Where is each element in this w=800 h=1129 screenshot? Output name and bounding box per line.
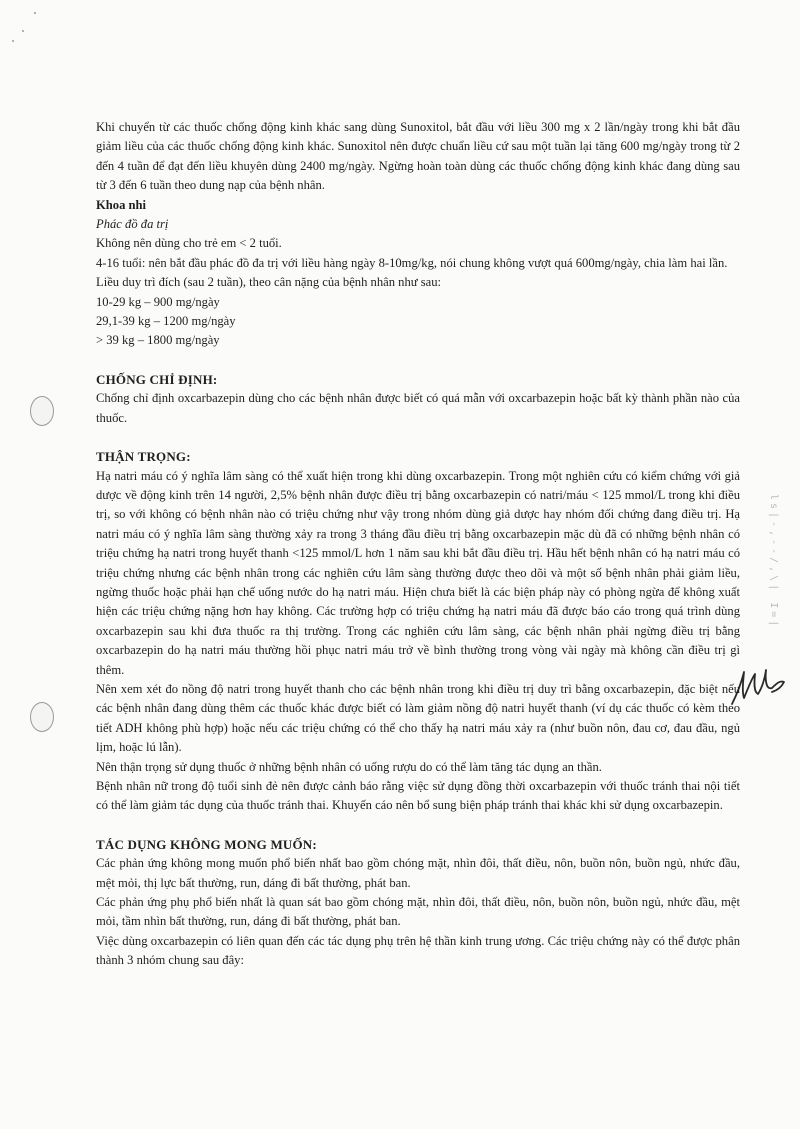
pediatrics-heading: Khoa nhi — [96, 197, 147, 212]
adverse-effects-paragraph: Các phản ứng không mong muốn phổ biến nhất bao gồm chóng mặt, nhìn đôi, thất điều, nôn, buồn nôn, buồn ngủ, nhức đầu, mệt mỏi, thị lực bất thường, run, dáng đi bất thường, phát ban. — [96, 856, 740, 890]
precautions-paragraph: Hạ natri máu có ý nghĩa lâm sàng có thể xuất hiện trong khi dùng oxcarbazepin. Trong một nghiên cứu có kiểm chứng với giả dược về động kinh trên 14 người, 2,5% bệnh nhân được điều trị bằng oxcarbazepin có natri/máu < 125 mmol/L trong khi điều trị, so với không có bệnh nhân nào có triệu chứng như vậy trong nhóm dùng giả dược hay nhóm đối chứng đang điều trị. Hạ natri máu có ý nghĩa lâm sàng thường xảy ra trong 3 tháng đầu điều trị bằng oxcarbazepin mặc dù đã có những bệnh nhân có triệu chứng hạ natri trong huyết thanh <125 mmol/L hơn 1 năm sau khi bắt đầu điều trị. Hầu hết bệnh nhân có hạ natri máu có triệu chứng nhưng các bệnh nhân trong các nghiên cứu lâm sàng thường được theo dõi và một số bệnh nhân phải giảm liều, ngừng thuốc hoặc phải hạn chế uống nước do hạ natri máu. Hiện chưa biết là các biện pháp này có phòng ngừa để không xuất hiện các triệu chứng nặng hơn hay không. Các trường hợp có triệu chứng hạ natri máu đã được báo cáo trong quá trình dùng oxcarbazepin sau khi đưa thuốc ra thị trường. Trong các nghiên cứu lâm sàng, các bệnh nhân phải ngừng điều trị bằng oxcarbazepin do hạ natri máu thường hồi phục natri máu trở về bình thường trong vòng vài ngày mà không cần điều trị gì thêm. — [96, 468, 740, 677]
pediatrics-subheading: Phác đồ đa trị — [96, 217, 169, 232]
dose-line: > 39 kg – 1800 mg/ngày — [96, 333, 220, 348]
dose-line: 10-29 kg – 900 mg/ngày — [96, 294, 220, 309]
contraindications-heading: CHỐNG CHỈ ĐỊNH: — [96, 371, 218, 387]
precautions-paragraph: Nên xem xét đo nồng độ natri trong huyết thanh cho các bệnh nhân trong khi điều trị duy trì bằng oxcarbazepin, đặc biệt nếu các bệnh nhân đang dùng thêm các thuốc khác được biết có làm giảm nồng độ natri huyết thanh (ví dụ các thuốc có kèm theo tiết ADH không phù hợp) hoặc nếu các triệu chứng có thể cho thấy hạ natri máu xảy ra (như buồn nôn, đau cơ, đau đầu, ngủ lịm, hoặc lú lẫn). — [96, 681, 740, 755]
pediatrics-line: Liều duy trì đích (sau 2 tuần), theo cân nặng của bệnh nhân như sau: — [96, 275, 442, 290]
document-body — [96, 118, 740, 971]
precautions-paragraph: Nên thận trọng sử dụng thuốc ở những bệnh nhân có uống rượu do có thể làm tăng tác dụng an thần. — [96, 759, 602, 774]
margin-stamp: ls|-,--/,\| I=| — [768, 494, 779, 630]
pediatrics-line: Không nên dùng cho trẻ em < 2 tuổi. — [96, 236, 282, 251]
pediatrics-line: 4-16 tuổi: nên bắt đầu phác đồ đa trị với liều hàng ngày 8-10mg/kg, nói chung không vượt quá 600mg/ngày, chia làm hai lần. — [96, 255, 728, 270]
scan-speck — [12, 40, 14, 42]
adverse-effects-paragraph: Các phản ứng phụ phổ biến nhất là quan sát bao gồm chóng mặt, nhìn đôi, thất điều, nôn, buồn nôn, buồn ngủ, nhức đầu, mệt mỏi, tầm nhìn bất thường, run, dáng đi bất thường, phát ban. — [96, 895, 740, 929]
adverse-effects-heading: TÁC DỤNG KHÔNG MONG MUỐN: — [96, 836, 317, 852]
scan-speck — [34, 12, 36, 14]
punch-hole-top — [30, 396, 54, 426]
contraindications-text: Chống chỉ định oxcarbazepin dùng cho các bệnh nhân được biết có quá mẫn với oxcarbazepin hoặc bất kỳ thành phần nào của thuốc. — [96, 391, 740, 425]
precautions-paragraph: Bệnh nhân nữ trong độ tuổi sinh đẻ nên được cảnh báo rằng việc sử dụng đồng thời oxcarbazepin với thuốc tránh thai nội tiết có thể làm giảm tác dụng của thuốc tránh thai. Khuyến cáo nên bổ sung biện pháp tránh thai khác khi sử dụng oxcarbazepin. — [96, 779, 740, 813]
transition-dosing-paragraph: Khi chuyển từ các thuốc chống động kinh khác sang dùng Sunoxitol, bắt đầu với liều 300 mg x 2 lần/ngày trong khi bắt đầu giảm liều của các thuốc chống động kinh khác. Sunoxitol nên được chuẩn liều cứ sau một tuần lại tăng 600 mg/ngày trong từ 2 đến 4 tuần để đạt đến liều khuyên dùng 2400 mg/ngày. Ngừng hoàn toàn dùng các thuốc chống động kinh khác đang dùng sau từ 3 đến 6 tuần theo dung nạp của bệnh nhân. — [96, 120, 740, 193]
precautions-heading: THẬN TRỌNG: — [96, 449, 191, 465]
scan-speck — [22, 30, 24, 32]
adverse-effects-paragraph: Việc dùng oxcarbazepin có liên quan đến các tác dụng phụ trên hệ thần kinh trung ương. Các triệu chứng này có thể được phân thành 3 nhóm chung sau đây: — [96, 933, 740, 968]
punch-hole-bottom — [30, 702, 54, 732]
dose-line: 29,1-39 kg – 1200 mg/ngày — [96, 314, 236, 329]
